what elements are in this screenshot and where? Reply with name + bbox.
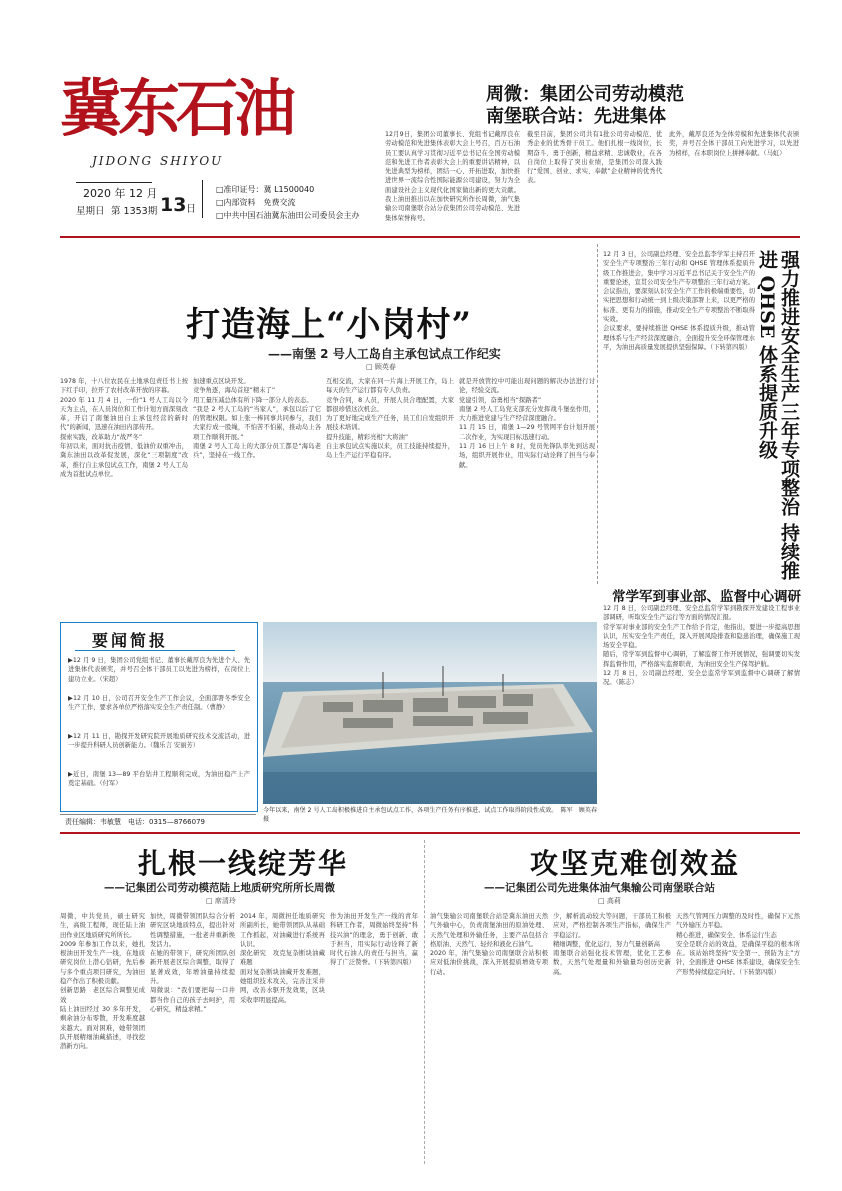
bottom-right-col-2: 少，解析流动较大等问题，干部员工积极应对，严格控制各项生产指标，确保生产平稳运行。 精细调整，优化运行，努力气量创新高 南堡联合站强化技术管理，优化工艺参数，天然气处理量和外输量均创历史新高。 — [553, 913, 671, 976]
right-feature-title: 强力推进安全生产三年专项整治 持续推进 QHSE 体系提质升级 — [756, 250, 800, 580]
issue-day: 13 — [160, 194, 187, 216]
section-divider — [60, 832, 800, 834]
issue-day-suffix: 日 — [186, 204, 196, 215]
top-story-col-2: 截至目前，集团公司共有1批公司劳动模范、优秀企业的优秀骨干员工。他们扎根一线岗位，长期奋斗、勇于创新，精益求精、忠诚敬业，在各自岗位上取得了突出业绩，是集团公司深入践行“爱国、创业、求实、奉献”企业精神的优秀代表。 — [527, 131, 662, 185]
right-second-body: 12 月 8 日，公司副总经理、安全总监常学军到勘探开发建设工程事业部调研，听取安全生产运行等方面的情况汇报。 常学军对事业部的安全生产工作给予肯定，他指出，要进一步提高思想认识，压实安全生产责任，深入开展风险排查和隐患治理，确保施工现场安全平稳。 随后，常学军到监督中心调研，了解监督工作开展情况，强调要切实发挥监督作用，严格落实监督职责，为油田安全生产保驾护航。 12 月 8 日，公司副总经理、安全总监常学军到监督中心调研了解情况。（陈志） — [603, 605, 800, 687]
top-story-title-1: 周微：集团公司劳动模范 — [486, 84, 684, 105]
pinyin-jidong: JIDONG — [92, 154, 154, 168]
bottom-left-col-3: 2014 年，周微担任地质研究所副所长，她带领团队从基础工作抓起，对油藏进行系统再认识。 深化研究 攻克复杂断块油藏难题 面对复杂断块油藏开发难题，她组织技术攻关，完善注采井网，改善水驱开发效果，区块采收率明显提高。 — [240, 913, 325, 1004]
issue-weekday: 星期日 — [76, 206, 105, 217]
logo-text: 冀东石油 — [60, 72, 293, 145]
header-divider — [60, 236, 800, 238]
news-box-title: 要闻简报 — [92, 631, 169, 650]
issue-date: 2020 年 12 月 — [83, 187, 158, 200]
bottom-left-col-1: 周微，中共党员，硕士研究生，高级工程师，现任陆上油田作业区地质研究所所长。 2009 年参加工作以来，她扎根油田开发生产一线，在地质研究岗位上潜心钻研，先后参与多个重点项目研究，为油田稳产作出了积极贡献。 创新思路 老区综合调整见成效 陆上油田经过 30 多年开发，剩余油分布零散，开发难度越来越大。面对困难，她带领团队开展精细油藏描述，寻找挖潜新方向。 — [60, 913, 145, 1051]
internal-note: □内部资料 免费交流 — [216, 198, 296, 207]
lead-col-2: 加速重点区块开发。 竞争角逐，海岛首迎“精末了” 用工量压减总体有所下降一部分人的表态。 “我是 2 号人工岛的“当家人”，承包以后了它的管理权限。如上张一棒同事共同参与，我们大家拧成一股绳，不怕苦不怕累，推动岛上各项工作顺利开展。” 南堡 2 号人工岛上的大部分员工都是“海岛老兵”，坚持在一线工作。 — [193, 378, 321, 460]
bottom-left-col-2: 加快，周微带领团队综合分析研究区块地质特点，提出针对性调整措施，一批老井重新焕发活力。 在她的带领下，研究所团队创新开展老区综合调整，取得了显著成效，年增油量持续提升。 周微说：“我们要把每一口井都当作自己的孩子去呵护，用心研究，精益求精。” — [150, 913, 235, 1013]
bottom-left-col-4: 作为油田开发生产一线的青年科研工作者，周微始终坚持“科技兴油”的理念，勇于创新、敢于担当，用实际行动诠释了新时代石油人的责任与担当，赢得了广泛赞誉。（下转第四版） — [330, 913, 418, 967]
bottom-right-col-1: 油气集输公司南堡联合站是冀东油田天然气外输中心，负责南堡油田的原油处理、天然气处理和外输任务，主要产品包括合格原油、天然气、轻烃和液化石油气。 2020 年，油气集输公司南堡联合站积极应对低油价挑战，深入开展提质增效专项行动。 — [430, 913, 548, 976]
top-story-title-2: 南堡联合站：先进集体 — [486, 106, 666, 127]
editor-info: 责任编辑：韦敏慧 电话：0315—8766079 — [65, 818, 205, 826]
photo-caption: 今年以来，南堡 2 号人工岛积极推进自主承包试点工作，各项生产任务有序推进，试点工作取得阶段性成效。 陈军 顾英春 摄 — [263, 807, 604, 823]
bottom-right-byline: □ 高莉 — [598, 897, 621, 905]
bottom-left-title: 扎根一线绽芳华 — [138, 847, 349, 880]
lead-subtitle: ——南堡 2 号人工岛自主承包试点工作纪实 — [268, 347, 501, 361]
lead-col-1: 1978 年，十八位农民在土地承包责任书上按下红手印，拉开了农村改革开放的序幕。 2020 年 11 月 4 日，一份“1 号人工岛以今天为主点，在人员岗位和工作计划方面深刻改革，开启了南堡油田自主承包经营的新时代”的新闻，迅速在油田内部传开。 探索实践，改革助力“战严冬” 年初以来，面对抗击疫情、低油价双重冲击，冀东油田以改革促发展，深化“三项制度”改革，推行自主承包试点工作，南堡 2 号人工岛成为首批试点单位。 — [60, 378, 188, 478]
top-story-col-3: 此外，戴厚良还为全体劳模和先进集体代表颁奖，并号召全体干部员工向先进学习，以先进为榜样，在本职岗位上拼搏奉献。（马虹） — [669, 131, 799, 157]
publisher: □中共中国石油冀东油田公司委员会主办 — [216, 211, 360, 220]
news-item: ▶近日，南堡 13—89 平台钻井工程顺利完成，为油田稳产上产奠定基础。（付军） — [68, 771, 250, 788]
bottom-left-byline: □ 席清玲 — [206, 897, 236, 905]
news-item: ▶12 月 9 日，集团公司党组书记、董事长戴厚良为先进个人、先进集体代表颁奖，并号召全体干部员工以先进为榜样，在岗位上建功立业。（宋超） — [68, 657, 250, 683]
lead-col-4: 就是开放管控中可能出现问题的解决办法进行讨论，经验交流。 党建引领，奋勇相当“探路者” 南堡 2 号人工岛党支部充分发挥战斗堡垒作用，大力推进党建与生产经营深度融合。 11 月 15 日，南堡 1—29 号管网平台计划开展二次作业，为实现目标迅速行动。 11 月 16 日上午 8 时，党员先锋队率先到达现场，组织开展作业，用实际行动诠释了担当与奉献。 — [459, 378, 595, 469]
permit-number: □准印证号：冀 L1500040 — [216, 185, 315, 194]
lead-title: 打造海上“小岗村” — [186, 305, 473, 345]
top-story-col-1: 12月9日，集团公司董事长、党组书记戴厚良在劳动模范和先进集体表彰大会上号召，百万石油员工要认真学习贯彻习近平总书记在全国劳动模范和先进工作者表彰大会上的重要讲话精神，以先进典型为榜样，团结一心、开拓进取，加快推进世界一流综合性国际能源公司建设，努力为全面建设社会主义现代化国家做出新的更大贡献。我上油田推出以在加快研究所作长周微，油气集输公司南堡联合站分获集团公司劳动模范、先进集体荣誉称号。 — [385, 131, 520, 222]
bottom-left-subtitle: ——记集团公司劳动模范陆上地质研究所所长周微 — [104, 882, 335, 894]
artificial-island-photo — [263, 622, 597, 804]
bottom-right-title: 攻坚克难创效益 — [530, 847, 741, 880]
issue-number: 第 1353期 — [111, 206, 158, 217]
news-item: ▶12 月 11 日，勘探开发研究院开展地质研究技术交流活动，进一步提升科研人员创新能力。（魏乐言 安丽芳） — [68, 733, 250, 750]
right-second-title: 常学军到事业部、监督中心调研 — [612, 589, 801, 605]
news-item: ▶12 月 10 日，公司召开安全生产工作会议，全面部署冬季安全生产工作，要求各单位严格落实安全生产责任制。（曹静） — [68, 695, 250, 712]
lead-byline: □ 顾英春 — [366, 363, 396, 371]
lead-col-3: 互相交流，大家在同一片海上开展工作，岛上每天的生产运行都有专人负责。 竞争合同，8 人员，开展人员合理配置，大家都很珍惜这次机会。 为了更好地完成生产任务，员工们自发组织开展技术培训。 提升技能，精彩亮相“大将油” 自主承包试点实施以来，员工技能持续提升，岛上生产运行平稳有序。 — [326, 378, 454, 460]
bottom-right-col-3: 天然气管网压力调整的及时性，确保下元然气外输压力平稳。 精心推进，确保安全、体系运行生态 安全是联合站的效益，是确保平稳的根本所在。该站始终坚持“安全第一、预防为主”方针，全面推进 QHSE 体系建设，确保安全生产形势持续稳定向好。（下转第四版） — [676, 913, 800, 976]
bottom-right-subtitle: ——记集团公司先进集体油气集输公司南堡联合站 — [484, 882, 715, 894]
right-feature-body: 12 月 3 日，公司副总经理、安全总监李学军主持召开安全生产专项整治三年行动和 QHSE 管理体系提质升级工作推进会，集中学习习近平总书记关于安全生产的重要论述，宣贯公司安全生产专项整治三年行动方案。 会议指出，要深刻认识安全生产工作的极端重要性，切实把思想和行动统一到上级决策部署上来，以更严格的标准、更有力的措施，推动安全生产专项整治不断取得实效。 会议要求，要持续推进 QHSE 体系提质升级，推动管理体系与生产经营深度融合，全面提升安全环保管理水平，为油田高质量发展提供坚强保障。（下转第四版） — [603, 251, 755, 351]
pinyin-shiyou: SHIYOU — [160, 154, 224, 168]
